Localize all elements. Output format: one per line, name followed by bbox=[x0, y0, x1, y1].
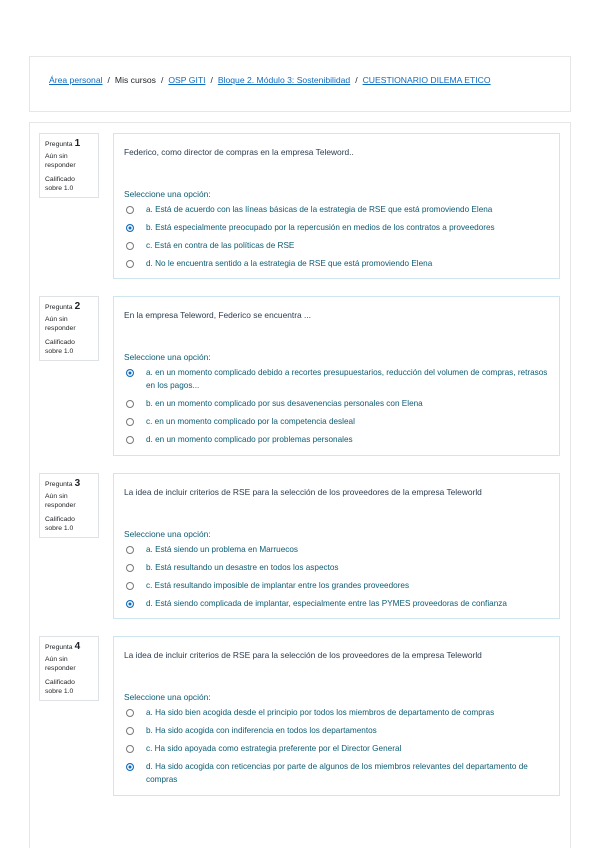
answer-label[interactable]: a. en un momento complicado debido a recortes presupuestarios, reducción del volumen de compras, retrasos en los pagos... bbox=[146, 368, 548, 390]
answer-prompt: Seleccione una opción: bbox=[124, 189, 211, 199]
breadcrumb-separator: / bbox=[107, 75, 110, 85]
breadcrumb-card bbox=[29, 56, 571, 112]
radio-button[interactable] bbox=[126, 369, 134, 377]
question-text: La idea de incluir criterios de RSE para la selección de los proveedores de la empresa Teleworld bbox=[124, 487, 482, 497]
question-label: Pregunta bbox=[45, 644, 73, 651]
question-grade: Calificado sobre 1.0 bbox=[45, 516, 75, 532]
answer-option-a[interactable] bbox=[126, 368, 551, 392]
radio-button[interactable] bbox=[126, 400, 134, 408]
breadcrumb-quiz[interactable]: CUESTIONARIO DILEMA ETICO bbox=[362, 75, 491, 85]
breadcrumb-section[interactable]: Bloque 2. Módulo 3: Sostenibilidad bbox=[217, 75, 351, 85]
question-text: Federico, como director de compras en la empresa Teleword.. bbox=[124, 147, 354, 157]
radio-button[interactable] bbox=[126, 546, 134, 554]
answer-prompt: Seleccione una opción: bbox=[124, 529, 211, 539]
question-content-4 bbox=[113, 636, 560, 796]
radio-button[interactable] bbox=[126, 436, 134, 444]
question-content-1 bbox=[113, 133, 560, 279]
answer-label[interactable]: c. en un momento complicado por la competencia desleal bbox=[146, 417, 355, 426]
answer-label[interactable]: b. Está especialmente preocupado por la repercusión en medios de los contratos a proveedores bbox=[146, 223, 495, 232]
breadcrumb-separator: / bbox=[160, 75, 164, 85]
answer-option-b[interactable] bbox=[126, 563, 551, 574]
radio-button[interactable] bbox=[126, 418, 134, 426]
breadcrumb-separator: / bbox=[355, 75, 358, 85]
question-info-1 bbox=[39, 133, 99, 198]
breadcrumb-area-personal[interactable]: Área personal bbox=[49, 75, 103, 85]
answer-option-b[interactable] bbox=[126, 726, 551, 737]
question-number: 4 bbox=[74, 641, 81, 652]
answer-label[interactable]: d. No le encuentra sentido a la estrategia de RSE que está promoviendo Elena bbox=[146, 259, 433, 268]
answer-option-d[interactable] bbox=[126, 259, 551, 270]
radio-button[interactable] bbox=[126, 745, 134, 753]
answer-option-c[interactable] bbox=[126, 744, 551, 755]
question-content-2 bbox=[113, 296, 560, 456]
answer-label[interactable]: a. Está de acuerdo con las líneas básicas de la estrategia de RSE que está promoviendo Elena bbox=[146, 205, 493, 214]
question-label: Pregunta bbox=[45, 481, 73, 488]
answer-option-d[interactable] bbox=[126, 435, 551, 446]
question-label: Pregunta bbox=[45, 141, 73, 148]
answer-label[interactable]: c. Ha sido apoyada como estrategia preferente por el Director General bbox=[146, 744, 402, 753]
question-state: Aún sin responder bbox=[45, 656, 76, 672]
question-number: 3 bbox=[74, 478, 81, 489]
question-state: Aún sin responder bbox=[45, 316, 76, 332]
radio-button[interactable] bbox=[126, 600, 134, 608]
answer-option-a[interactable] bbox=[126, 708, 551, 719]
answer-label[interactable]: d. Está siendo complicada de implantar, especialmente entre las PYMES proveedoras de confianza bbox=[146, 599, 507, 608]
answer-option-b[interactable] bbox=[126, 223, 551, 234]
radio-button[interactable] bbox=[126, 727, 134, 735]
answer-label[interactable]: c. Está resultando imposible de implantar entre los grandes proveedores bbox=[146, 581, 410, 590]
answer-label[interactable]: b. en un momento complicado por sus desavenencias personales con Elena bbox=[146, 399, 423, 408]
radio-button[interactable] bbox=[126, 709, 134, 717]
answer-option-a[interactable] bbox=[126, 545, 551, 556]
answer-option-c[interactable] bbox=[126, 417, 551, 428]
answer-label[interactable]: d. Ha sido acogida con reticencias por parte de algunos de los miembros relevantes del departamento de compras bbox=[146, 762, 528, 784]
radio-button[interactable] bbox=[126, 206, 134, 214]
question-text: En la empresa Teleword, Federico se encuentra ... bbox=[124, 310, 311, 320]
question-state: Aún sin responder bbox=[45, 493, 76, 509]
breadcrumb-course[interactable]: OSP GITI bbox=[168, 75, 206, 85]
breadcrumb bbox=[49, 75, 491, 85]
question-label: Pregunta bbox=[45, 304, 73, 311]
question-info-3 bbox=[39, 473, 99, 538]
radio-button[interactable] bbox=[126, 224, 134, 232]
answer-label[interactable]: a. Ha sido bien acogida desde el principio por todos los miembros de departamento de compras bbox=[146, 708, 495, 717]
answer-label[interactable]: c. Está en contra de las políticas de RSE bbox=[146, 241, 295, 250]
answer-option-c[interactable] bbox=[126, 241, 551, 252]
question-text: La idea de incluir criterios de RSE para la selección de los proveedores de la empresa Teleworld bbox=[124, 650, 482, 660]
question-content-3 bbox=[113, 473, 560, 619]
question-state: Aún sin responder bbox=[45, 153, 76, 169]
answer-option-a[interactable] bbox=[126, 205, 551, 216]
answer-option-c[interactable] bbox=[126, 581, 551, 592]
question-number: 2 bbox=[74, 301, 81, 312]
question-info-4 bbox=[39, 636, 99, 701]
radio-button[interactable] bbox=[126, 763, 134, 771]
breadcrumb-mis-cursos: Mis cursos bbox=[114, 75, 156, 85]
breadcrumb-separator: / bbox=[210, 75, 213, 85]
answer-label[interactable]: d. en un momento complicado por problemas personales bbox=[146, 435, 353, 444]
question-grade: Calificado sobre 1.0 bbox=[45, 339, 75, 355]
question-grade: Calificado sobre 1.0 bbox=[45, 679, 75, 695]
radio-button[interactable] bbox=[126, 242, 134, 250]
answer-option-d[interactable] bbox=[126, 599, 551, 610]
question-number: 1 bbox=[74, 138, 81, 149]
answer-label[interactable]: a. Está siendo un problema en Marruecos bbox=[146, 545, 299, 554]
answer-prompt: Seleccione una opción: bbox=[124, 352, 211, 362]
answer-option-d[interactable] bbox=[126, 762, 551, 786]
answer-label[interactable]: b. Está resultando un desastre en todos los aspectos bbox=[146, 563, 339, 572]
question-grade: Calificado sobre 1.0 bbox=[45, 176, 75, 192]
radio-button[interactable] bbox=[126, 564, 134, 572]
radio-button[interactable] bbox=[126, 260, 134, 268]
question-info-2 bbox=[39, 296, 99, 361]
answer-option-b[interactable] bbox=[126, 399, 551, 410]
answer-label[interactable]: b. Ha sido acogida con indiferencia en todos los departamentos bbox=[146, 726, 377, 735]
answer-prompt: Seleccione una opción: bbox=[124, 692, 211, 702]
radio-button[interactable] bbox=[126, 582, 134, 590]
